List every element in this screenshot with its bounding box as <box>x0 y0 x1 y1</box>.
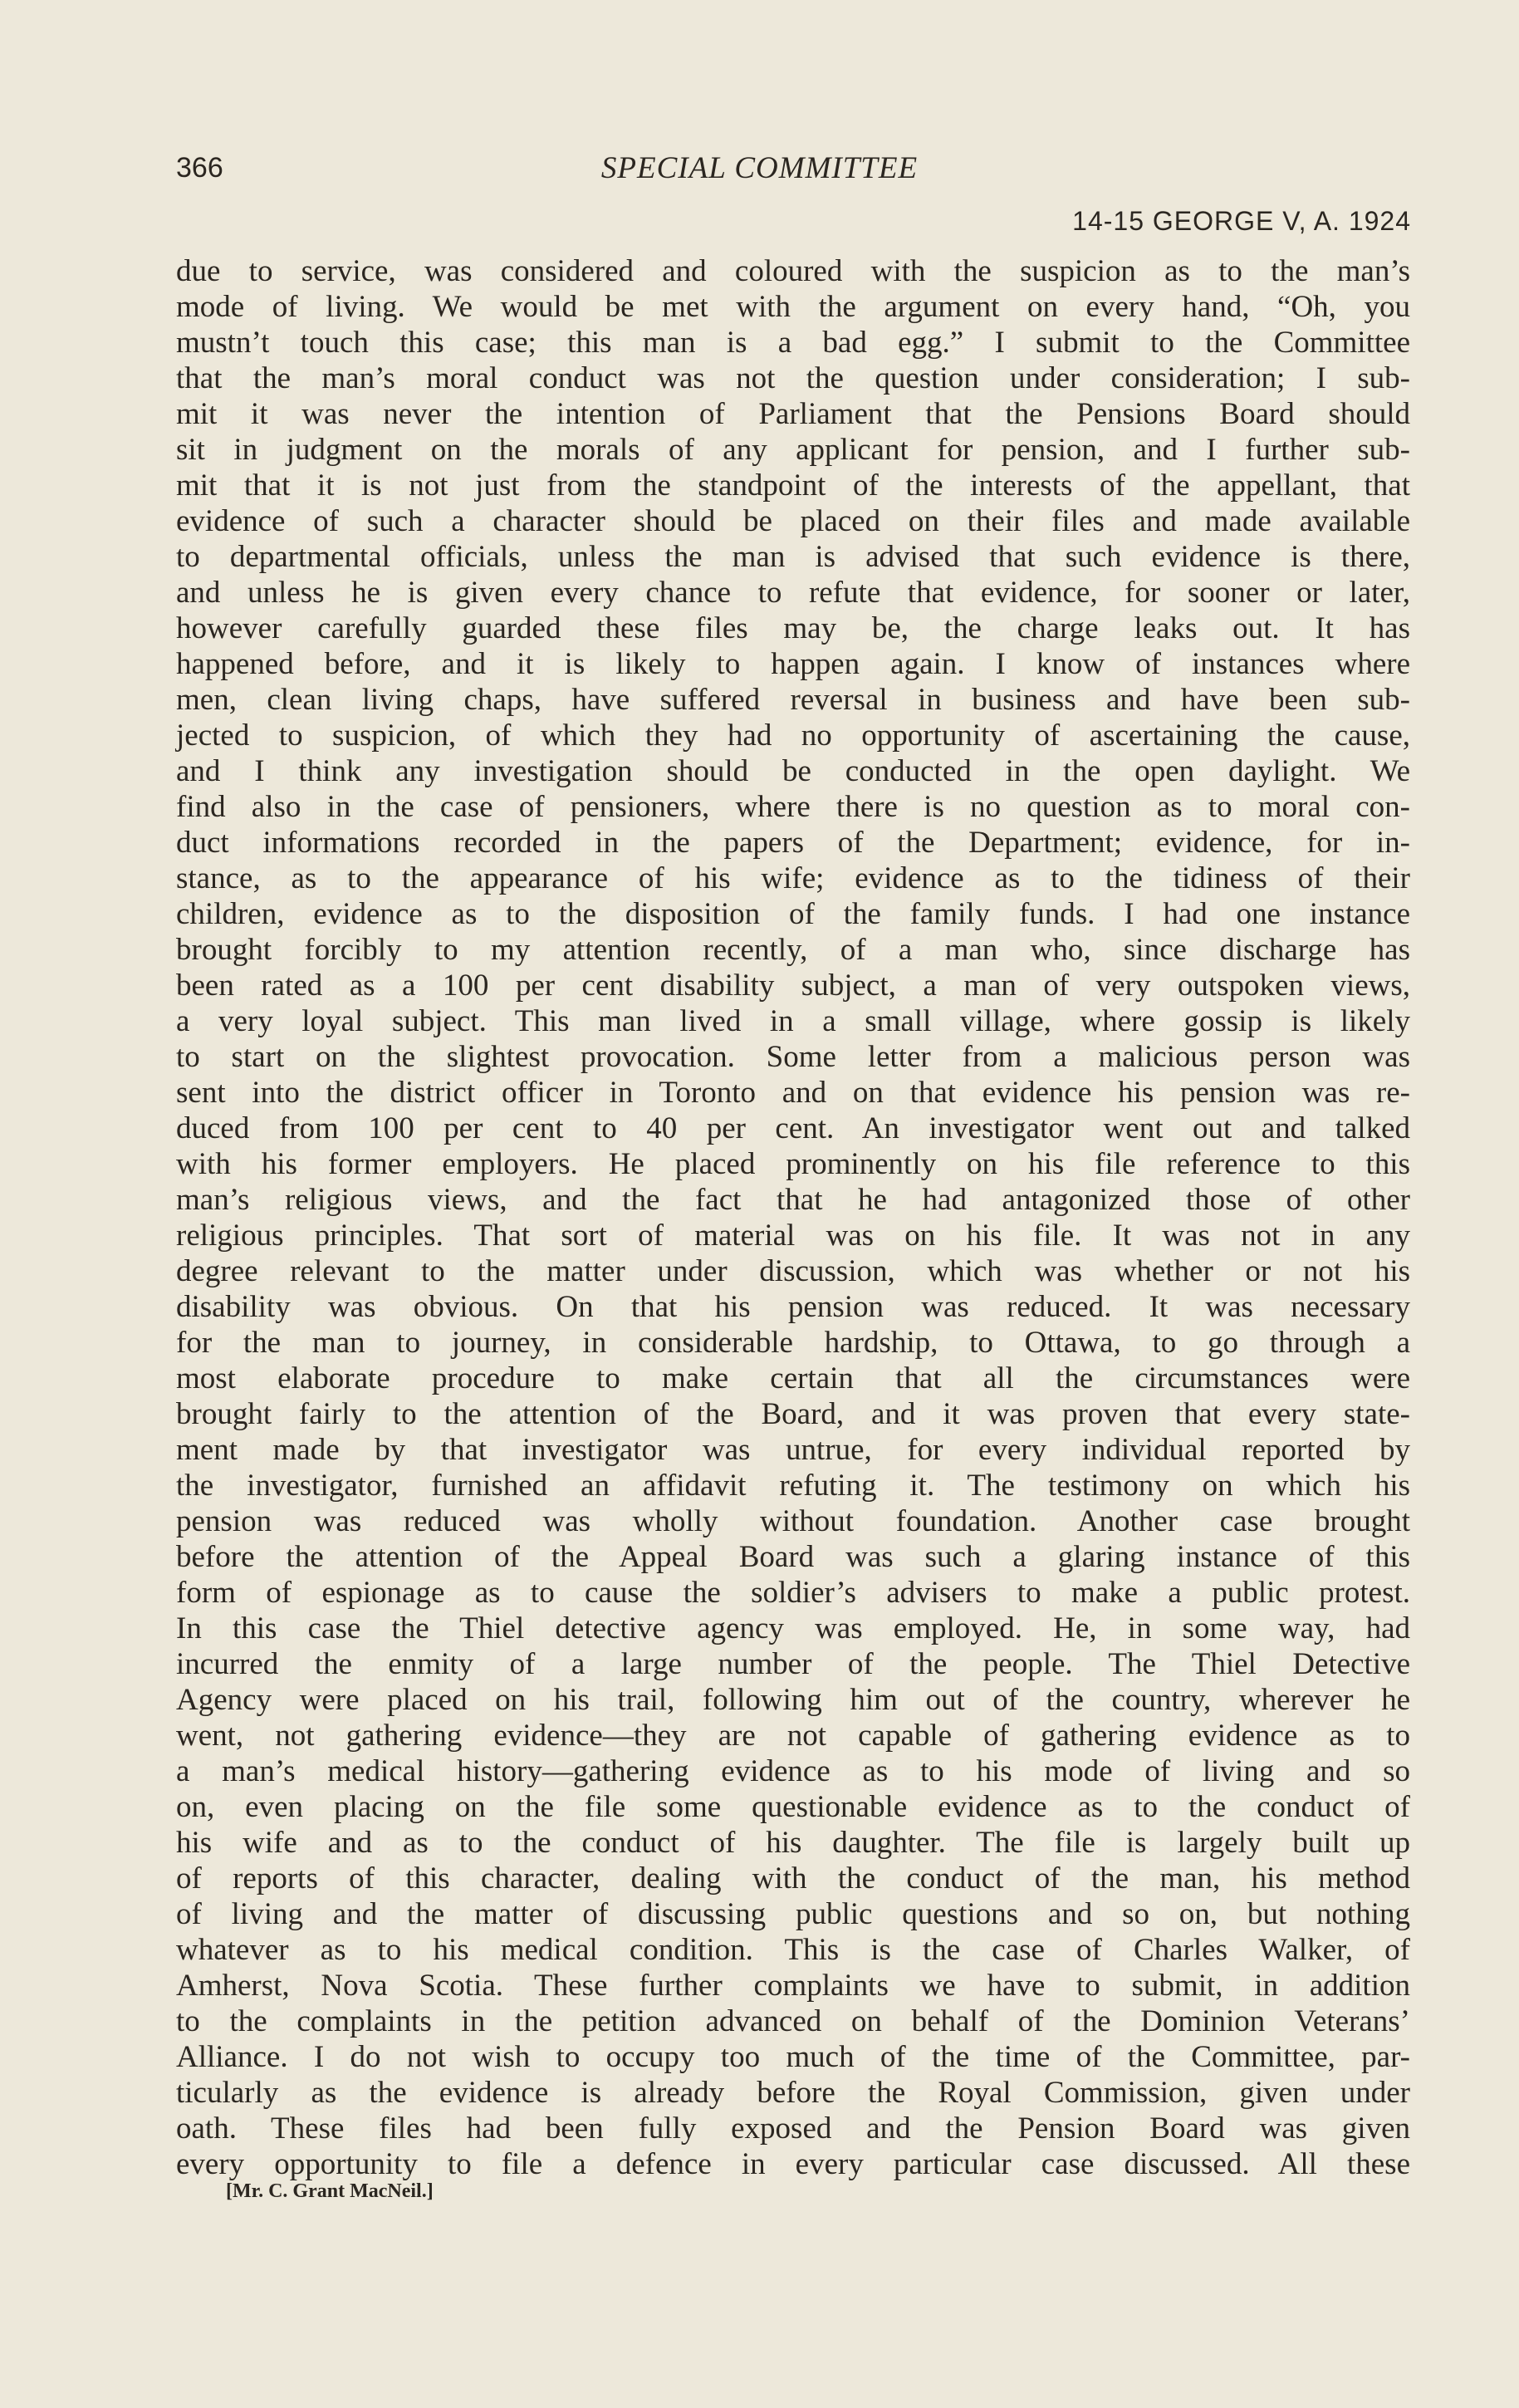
page-number: 366 <box>176 152 223 184</box>
text-line: of living and the matter of discussing public questions and so on, but nothing <box>176 1897 1410 1931</box>
text-line: and unless he is given every chance to refute that evidence, for sooner or later, <box>176 576 1410 610</box>
text-line: every opportunity to file a defence in every particular case discussed. All these <box>176 2147 1410 2181</box>
text-line: happened before, and it is likely to happen again. I know of instances where <box>176 647 1410 681</box>
text-line: to the complaints in the petition advanced on behalf of the Dominion Veterans’ <box>176 2004 1410 2038</box>
text-line: stance, as to the appearance of his wife; evidence as to the tidiness of their <box>176 861 1410 895</box>
text-line: Agency were placed on his trail, following him out of the country, wherever he <box>176 1683 1410 1717</box>
text-line: men, clean living chaps, have suffered reversal in business and have been sub- <box>176 683 1410 717</box>
text-line: find also in the case of pensioners, where there is no question as to moral con- <box>176 790 1410 824</box>
text-line: whatever as to his medical condition. This is the case of Charles Walker, of <box>176 1933 1410 1967</box>
text-line: his wife and as to the conduct of his daughter. The file is largely built up <box>176 1826 1410 1860</box>
text-line: most elaborate procedure to make certain that all the circumstances were <box>176 1361 1410 1395</box>
text-line: mustn’t touch this case; this man is a bad egg.” I submit to the Committee <box>176 326 1410 360</box>
text-line: brought forcibly to my attention recently, of a man who, since discharge has <box>176 933 1410 967</box>
text-line: due to service, was considered and coloured with the suspicion as to the man’s <box>176 254 1410 288</box>
text-line: man’s religious views, and the fact that he had antagonized those of other <box>176 1183 1410 1217</box>
text-line: and I think any investigation should be conducted in the open daylight. We <box>176 754 1410 788</box>
text-line: oath. These files had been fully exposed and the Pension Board was given <box>176 2111 1410 2146</box>
text-line: before the attention of the Appeal Board was such a glaring instance of this <box>176 1540 1410 1574</box>
text-line: that the man’s moral conduct was not the question under consideration; I sub- <box>176 361 1410 395</box>
text-line: In this case the Thiel detective agency was employed. He, in some way, had <box>176 1611 1410 1645</box>
speaker-attribution: [Mr. C. Grant MacNeil.] <box>226 2180 434 2202</box>
text-line: pension was reduced was wholly without foundation. Another case brought <box>176 1504 1410 1538</box>
body-text <box>176 253 1410 2182</box>
text-line: ment made by that investigator was untrue, for every individual reported by <box>176 1433 1410 1467</box>
text-line: went, not gathering evidence—they are not capable of gathering evidence as to <box>176 1719 1410 1753</box>
text-line: sent into the district officer in Toronto and on that evidence his pension was re- <box>176 1076 1410 1110</box>
text-line: evidence of such a character should be placed on their files and made available <box>176 504 1410 538</box>
text-line: however carefully guarded these files may be, the charge leaks out. It has <box>176 611 1410 645</box>
text-line: form of espionage as to cause the soldier’s advisers to make a public protest. <box>176 1576 1410 1610</box>
text-line: Amherst, Nova Scotia. These further complaints we have to submit, in addition <box>176 1969 1410 2003</box>
text-line: mode of living. We would be met with the argument on every hand, “Oh, you <box>176 290 1410 324</box>
text-line: a very loyal subject. This man lived in a small village, where gossip is likely <box>176 1004 1410 1038</box>
text-line: ticularly as the evidence is already before the Royal Commission, given under <box>176 2076 1410 2110</box>
text-line: children, evidence as to the disposition of the family funds. I had one instance <box>176 897 1410 931</box>
text-line: sit in judgment on the morals of any applicant for pension, and I further sub- <box>176 433 1410 467</box>
text-line: been rated as a 100 per cent disability subject, a man of very outspoken views, <box>176 969 1410 1003</box>
text-line: a man’s medical history—gathering evidence as to his mode of living and so <box>176 1754 1410 1788</box>
text-line: religious principles. That sort of material was on his file. It was not in any <box>176 1219 1410 1253</box>
text-line: duct informations recorded in the papers of the Department; evidence, for in- <box>176 826 1410 860</box>
running-title: SPECIAL COMMITTEE <box>600 151 919 185</box>
text-line: duced from 100 per cent to 40 per cent. An investigator went out and talked <box>176 1111 1410 1145</box>
text-line: disability was obvious. On that his pension was reduced. It was necessary <box>176 1290 1410 1324</box>
text-line: to start on the slightest provocation. Some letter from a malicious person was <box>176 1040 1410 1074</box>
text-line: degree relevant to the matter under discussion, which was whether or not his <box>176 1254 1410 1288</box>
text-line: with his former employers. He placed prominently on his file reference to this <box>176 1147 1410 1181</box>
text-line: incurred the enmity of a large number of the people. The Thiel Detective <box>176 1647 1410 1681</box>
session-reference: 14-15 GEORGE V, A. 1924 <box>1072 206 1411 236</box>
text-line: the investigator, furnished an affidavit refuting it. The testimony on which his <box>176 1469 1410 1503</box>
text-line: mit that it is not just from the standpoint of the interests of the appellant, that <box>176 468 1410 503</box>
text-line: mit it was never the intention of Parliament that the Pensions Board should <box>176 397 1410 431</box>
text-line: for the man to journey, in considerable hardship, to Ottawa, to go through a <box>176 1326 1410 1360</box>
text-line: to departmental officials, unless the man is advised that such evidence is there, <box>176 540 1410 574</box>
text-line: on, even placing on the file some questionable evidence as to the conduct of <box>176 1790 1410 1824</box>
text-line: of reports of this character, dealing with the conduct of the man, his method <box>176 1861 1410 1896</box>
text-line: brought fairly to the attention of the Board, and it was proven that every state- <box>176 1397 1410 1431</box>
text-line: jected to suspicion, of which they had no opportunity of ascertaining the cause, <box>176 718 1410 753</box>
text-line: Alliance. I do not wish to occupy too much of the time of the Committee, par- <box>176 2040 1410 2074</box>
